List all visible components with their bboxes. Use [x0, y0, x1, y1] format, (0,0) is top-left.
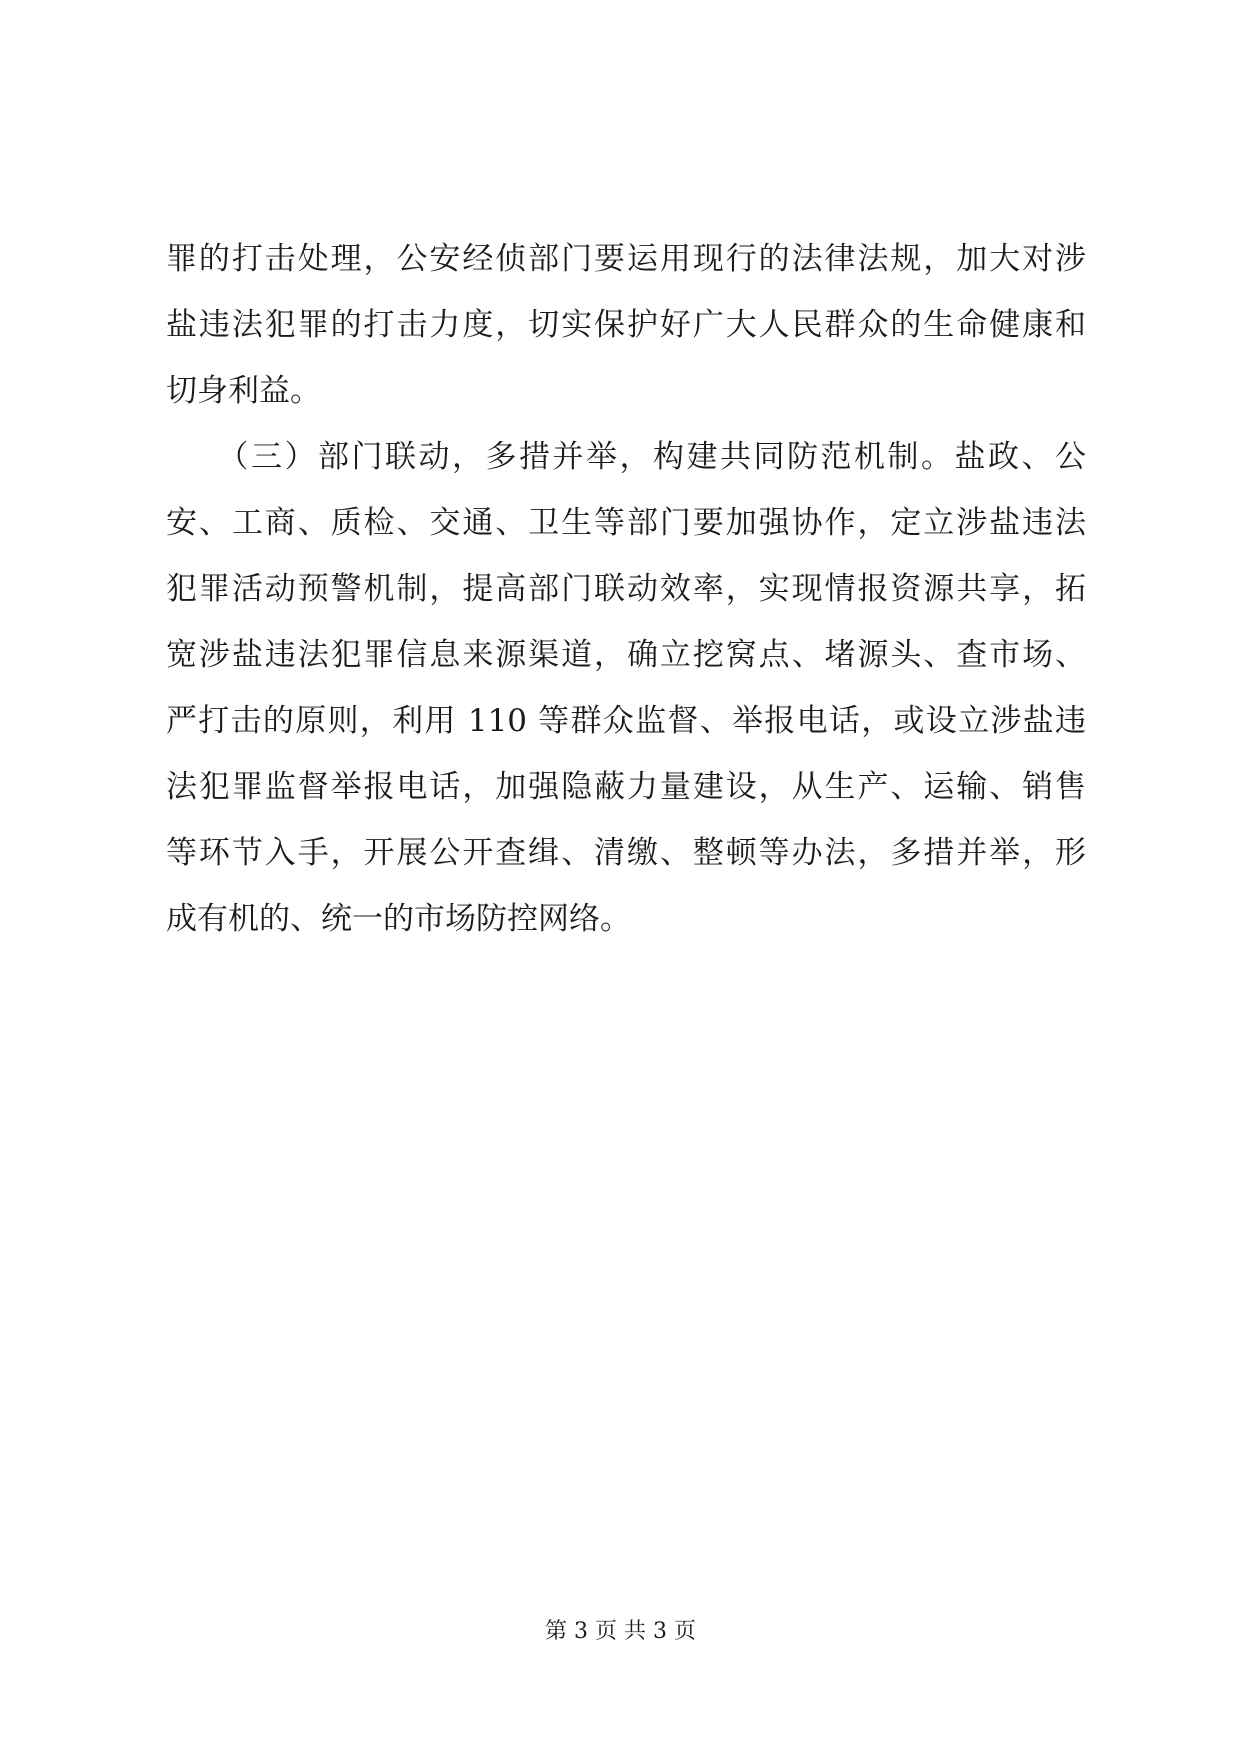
text-line: 成有机的、统一的市场防控网络。	[166, 901, 631, 937]
text-line: （三）部门联动，多措并举，构建共同防范机制。盐政、公	[166, 439, 1086, 475]
page-number-footer: 第 3 页 共 3 页	[545, 1619, 696, 1644]
text-line: 犯罪活动预警机制，提高部门联动效率，实现情报资源共享，拓	[166, 571, 1086, 607]
text-line: 宽涉盐违法犯罪信息来源渠道，确立挖窝点、堵源头、查市场、	[166, 637, 1086, 673]
text-line: 切身利益。	[166, 373, 321, 409]
text-line: 盐违法犯罪的打击力度，切实保护好广大人民群众的生命健康和	[166, 307, 1086, 343]
text-line: 法犯罪监督举报电话，加强隐蔽力量建设，从生产、运输、销售	[166, 769, 1086, 805]
text-line: 等环节入手，开展公开查缉、清缴、整顿等办法，多措并举，形	[166, 835, 1086, 871]
text-line: 安、工商、质检、交通、卫生等部门要加强协作，定立涉盐违法	[166, 505, 1086, 541]
text-line: 罪的打击处理，公安经侦部门要运用现行的法律法规，加大对涉	[166, 241, 1086, 277]
body-text	[166, 226, 1086, 952]
text-line: 严打击的原则，利用 110 等群众监督、举报电话，或设立涉盐违	[166, 703, 1086, 739]
